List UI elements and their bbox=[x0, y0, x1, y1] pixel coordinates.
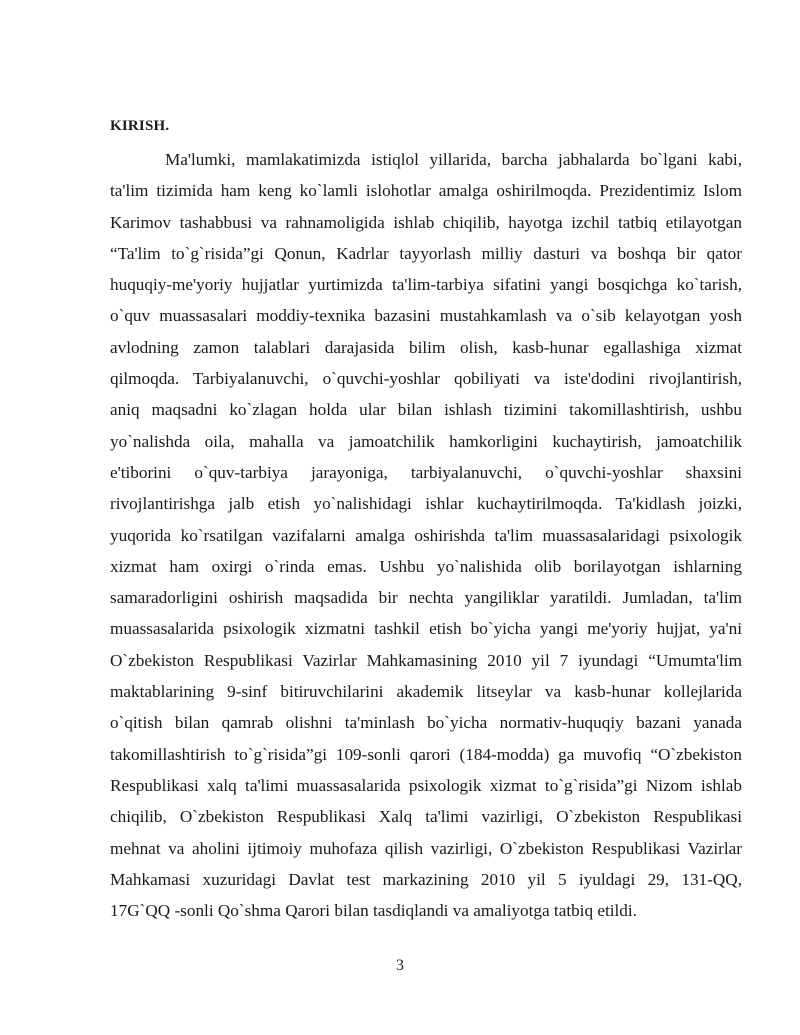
paragraph-line: o`quv muassasalari moddiy-texnika bazasini mustahkamlash va o`sib kelayotgan yosh bbox=[110, 306, 742, 326]
paragraph-line: xizmat ham oxirgi o`rinda emas. Ushbu yo`nalishida olib borilayotgan ishlarning bbox=[110, 556, 742, 576]
paragraph-line: samaradorligini oshirish maqsadida bir nechta yangiliklar yaratildi. Jumladan, ta'lim bbox=[110, 588, 742, 608]
paragraph-line: muassasalarida psixologik xizmatni tashkil etish bo`yicha yangi me'yoriy hujjat, ya'ni bbox=[110, 619, 742, 639]
paragraph-line: rivojlantirishga jalb etish yo`nalishidagi ishlar kuchaytirilmoqda. Ta'kidlash joizki, bbox=[110, 494, 742, 514]
page-number: 3 bbox=[396, 957, 404, 974]
paragraph-line: huquqiy-me'yoriy hujjatlar yurtimizda ta'lim-tarbiya sifatini yangi bosqichga ko`tarish, bbox=[110, 275, 742, 295]
paragraph-line: yo`nalishda oila, mahalla va jamoatchilik hamkorligini kuchaytirish, jamoatchilik bbox=[110, 431, 742, 451]
body-paragraph bbox=[110, 144, 742, 926]
paragraph-line: mehnat va aholini ijtimoiy muhofaza qilish vazirligi, O`zbekiston Respublikasi Vazirlar bbox=[110, 838, 742, 858]
paragraph-line: 17G`QQ -sonli Qo`shma Qarori bilan tasdiqlandi va amaliyotga tatbiq etildi. bbox=[110, 901, 637, 921]
paragraph-line: avlodning zamon talablari darajasida bilim olish, kasb-hunar egallashiga xizmat bbox=[110, 337, 742, 357]
paragraph-line: Respublikasi xalq ta'limi muassasalarida psixologik xizmat to`g`risida”gi Nizom ishlab bbox=[110, 775, 742, 795]
paragraph-line: Ma'lumki, mamlakatimizda istiqlol yillarida, barcha jabhalarda bo`lgani kabi, bbox=[165, 150, 742, 169]
paragraph-line: “Ta'lim to`g`risida”gi Qonun, Kadrlar tayyorlash milliy dasturi va boshqa bir qator bbox=[110, 243, 742, 263]
paragraph-line: Karimov tashabbusi va rahnamoligida ishlab chiqilib, hayotga izchil tatbiq etilayotgan bbox=[110, 212, 742, 232]
paragraph-line: qilmoqda. Tarbiyalanuvchi, o`quvchi-yoshlar qobiliyati va iste'dodini rivojlantirish, bbox=[110, 369, 742, 389]
paragraph-line: chiqilib, O`zbekiston Respublikasi Xalq ta'limi vazirligi, O`zbekiston Respublikasi bbox=[110, 807, 742, 827]
paragraph-line: O`zbekiston Respublikasi Vazirlar Mahkamasining 2010 yil 7 iyundagi “Umumta'lim bbox=[110, 650, 742, 670]
paragraph-line: yuqorida ko`rsatilgan vazifalarni amalga oshirishda ta'lim muassasalaridagi psixologik bbox=[110, 525, 742, 545]
paragraph-line: o`qitish bilan qamrab olishni ta'minlash bo`yicha normativ-huquqiy bazani yanada bbox=[110, 713, 742, 733]
paragraph-line: Mahkamasi xuzuridagi Davlat test markazining 2010 yil 5 iyuldagi 29, 131-QQ, bbox=[110, 869, 742, 889]
paragraph-line: takomillashtirish to`g`risida”gi 109-sonli qarori (184-modda) ga muvofiq “O`zbekiston bbox=[110, 744, 742, 764]
paragraph-line: aniq maqsadni ko`zlagan holda ular bilan ishlash tizimini takomillashtirish, ushbu bbox=[110, 400, 742, 420]
paragraph-line: ta'lim tizimida ham keng ko`lamli islohotlar amalga oshirilmoqda. Prezidentimiz Islom bbox=[110, 181, 742, 201]
section-heading: KIRISH. bbox=[110, 118, 170, 134]
paragraph-line: e'tiborini o`quv-tarbiya jarayoniga, tarbiyalanuvchi, o`quvchi-yoshlar shaxsini bbox=[110, 462, 742, 482]
paragraph-line: maktablarining 9-sinf bitiruvchilarini akademik litseylar va kasb-hunar kollejlarida bbox=[110, 682, 742, 702]
